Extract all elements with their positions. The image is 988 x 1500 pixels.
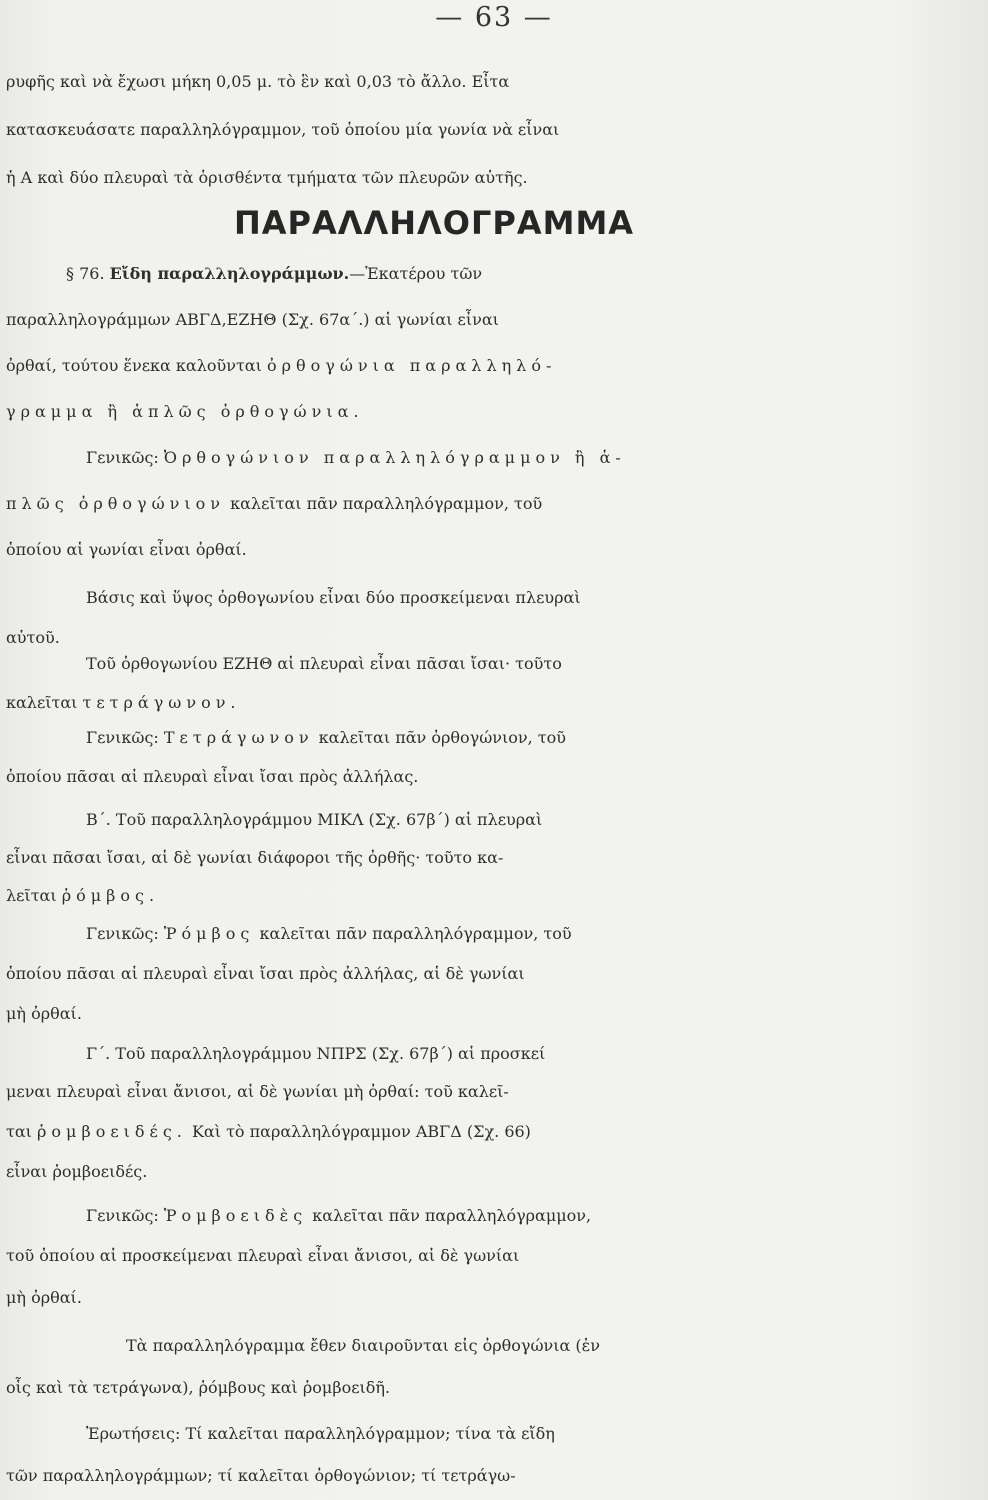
text-segment: Γενικῶς: bbox=[86, 1206, 164, 1225]
text-segment: ὁποίου πᾶσαι αἱ πλευραὶ εἶναι ἴσαι πρὸς ἀλλήλας, αἱ δὲ γωνίαι bbox=[6, 964, 525, 983]
text-segment: τοῦ ὁποίου αἱ προσκείμεναι πλευραὶ εἶναι ἄνισοι, αἱ δὲ γωνίαι bbox=[6, 1246, 520, 1265]
text-line bbox=[0, 1368, 988, 1410]
text-line bbox=[0, 346, 988, 388]
text-line bbox=[0, 954, 988, 996]
section-heading: ΠΑΡΑΛΛΗΛΟΓΡΑΜΜΑ bbox=[233, 204, 635, 242]
text-segment: μεναι πλευραὶ εἶναι ἄνισοι, αἱ δὲ γωνίαι μὴ ὀρθαί: τοῦ καλεῖ- bbox=[6, 1082, 509, 1101]
text-line bbox=[0, 1196, 988, 1238]
text-line bbox=[0, 718, 988, 760]
text-segment: μὴ ὀρθαί. bbox=[6, 1288, 82, 1307]
text-segment: Γενικῶς: bbox=[86, 448, 164, 467]
text-segment: καλεῖται πᾶν παραλληλόγραμμον, bbox=[307, 1206, 592, 1225]
text-segment: καλεῖται bbox=[6, 693, 83, 712]
text-segment: λεῖται bbox=[6, 886, 62, 905]
text-segment: ὁποίου πᾶσαι αἱ πλευραὶ εἶναι ἴσαι πρὸς ἀλλήλας. bbox=[6, 767, 419, 786]
text-segment: καλεῖται πᾶν παραλληλόγραμμον, τοῦ bbox=[225, 494, 543, 513]
text-segment: μὴ ὀρθαί. bbox=[6, 1004, 82, 1023]
text-segment: ται bbox=[6, 1122, 38, 1141]
text-segment: καλεῖται πᾶν παραλληλόγραμμον, τοῦ bbox=[254, 924, 572, 943]
text-segment: ὁποίου αἱ γωνίαι εἶναι ὀρθαί. bbox=[6, 540, 247, 559]
text-segment: γραμμα ἢ ἁπλῶς ὀρθογώνια. bbox=[6, 402, 364, 421]
text-segment: Ὀρθογώνιον παραλληλόγραμμον ἢ ἁ- bbox=[163, 448, 626, 467]
text-line bbox=[0, 644, 988, 686]
text-segment: Γ΄. Τοῦ παραλληλογράμμου ΝΠΡΣ (Σχ. 67β΄) αἱ προσκεί bbox=[86, 1044, 546, 1063]
text-segment: ἡ Α καὶ δύο πλευραὶ τὰ ὁρισθέντα τμήματα τῶν πλευρῶν αὐτῆς. bbox=[6, 168, 528, 187]
text-segment: —Ἑκατέρου τῶν bbox=[349, 264, 483, 283]
text-line bbox=[0, 530, 988, 572]
text-segment: Γενικῶς: bbox=[86, 924, 164, 943]
text-line bbox=[0, 300, 988, 342]
text-line bbox=[0, 838, 988, 880]
text-segment: τετράγωνον. bbox=[82, 693, 241, 712]
text-line bbox=[0, 254, 988, 296]
text-line bbox=[0, 110, 988, 152]
text-segment: ὀρθαί, τούτου ἕνεκα καλοῦνται bbox=[6, 356, 267, 375]
text-line bbox=[0, 1456, 988, 1498]
text-segment: εἶναι πᾶσαι ἴσαι, αἱ δὲ γωνίαι διάφοροι τῆς ὀρθῆς· τοῦτο κα- bbox=[6, 848, 504, 867]
text-segment: οἷς καὶ τὰ τετράγωνα), ῥόμβους καὶ ῥομβοειδῆ. bbox=[6, 1378, 391, 1397]
text-line bbox=[0, 1326, 988, 1368]
text-segment: παραλληλογράμμων ΑΒΓΔ,ΕΖΗΘ (Σχ. 67α΄.) αἱ γωνίαι εἶναι bbox=[6, 310, 499, 329]
text-segment: ὀρθογώνια παραλληλό- bbox=[266, 356, 557, 375]
text-segment: κατασκευάσατε παραλληλόγραμμον, τοῦ ὁποίου μία γωνία νὰ εἶναι bbox=[6, 120, 560, 139]
text-line bbox=[0, 800, 988, 842]
text-segment: ῥομβοειδές. bbox=[37, 1122, 187, 1141]
text-line bbox=[0, 1072, 988, 1114]
text-line bbox=[0, 484, 988, 526]
text-segment: Βάσις καὶ ὕψος ὀρθογωνίου εἶναι δύο προσκείμεναι πλευραὶ bbox=[86, 588, 581, 607]
text-segment: Εἴδη παραλληλογράμμων. bbox=[109, 264, 350, 283]
text-segment: Ῥομβοειδὲς bbox=[163, 1206, 308, 1225]
text-segment: Τὰ παραλληλόγραμμα ἔθεν διαιροῦνται εἰς ὀρθογώνια (ἐν bbox=[126, 1336, 600, 1355]
text-segment: Τετράγωνον bbox=[163, 728, 314, 747]
text-segment: ρυφῆς καὶ νὰ ἔχωσι μήκη 0,05 μ. τὸ ἓν καὶ 0,03 τὸ ἄλλο. Εἶτα bbox=[6, 72, 510, 91]
text-line bbox=[0, 578, 988, 620]
text-segment: Γενικῶς: bbox=[86, 728, 164, 747]
text-segment: τῶν παραλληλογράμμων; τί καλεῖται ὀρθογώνιον; τί τετράγω- bbox=[6, 1466, 516, 1485]
text-line bbox=[0, 1414, 988, 1456]
text-segment: καλεῖται πᾶν ὀρθογώνιον, τοῦ bbox=[313, 728, 566, 747]
text-line bbox=[0, 1112, 988, 1154]
text-segment: Ῥόμβος bbox=[163, 924, 255, 943]
text-line bbox=[0, 1236, 988, 1278]
text-line bbox=[0, 994, 988, 1036]
text-segment: πλῶς ὀρθογώνιον bbox=[6, 494, 226, 513]
text-line bbox=[0, 1152, 988, 1194]
text-line bbox=[0, 1034, 988, 1076]
text-segment: § 76. bbox=[66, 264, 110, 283]
text-line bbox=[0, 1278, 988, 1320]
text-line bbox=[0, 158, 988, 200]
text-segment: Β΄. Τοῦ παραλληλογράμμου ΜΙΚΛ (Σχ. 67β΄) αἱ πλευραὶ bbox=[86, 810, 543, 829]
text-segment: Καὶ τὸ παραλληλόγραμμον ΑΒΓΔ (Σχ. 66) bbox=[186, 1122, 531, 1141]
text-line bbox=[0, 757, 988, 799]
text-segment: Τοῦ ὀρθογωνίου ΕΖΗΘ αἱ πλευραὶ εἶναι πᾶσαι ἴσαι· τοῦτο bbox=[86, 654, 562, 673]
text-line bbox=[0, 914, 988, 956]
text-segment: εἶναι ῥομβοειδές. bbox=[6, 1162, 148, 1181]
page-number: — 63 — bbox=[435, 2, 553, 33]
text-line bbox=[0, 62, 988, 104]
text-line bbox=[0, 392, 988, 434]
text-segment: αὐτοῦ. bbox=[6, 628, 60, 647]
text-line bbox=[0, 438, 988, 480]
text-line bbox=[0, 876, 988, 918]
text-segment: Ἐρωτήσεις: Τί καλεῖται παραλληλόγραμμον; τίνα τὰ εἴδη bbox=[86, 1424, 555, 1443]
text-segment: ῥόμβος. bbox=[61, 886, 160, 905]
